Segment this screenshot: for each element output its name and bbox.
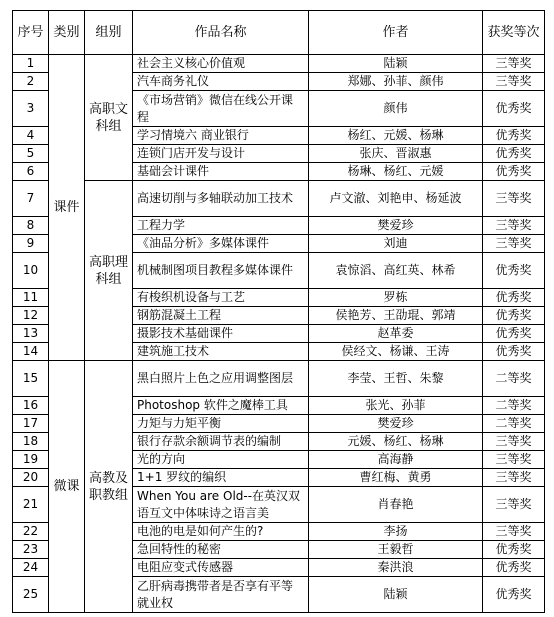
row-no: 18 (13, 433, 49, 451)
row-no: 3 (13, 91, 49, 127)
header-group: 组别 (85, 11, 133, 55)
row-award: 二等奖 (483, 361, 545, 397)
row-title: 急回特性的秘密 (133, 541, 309, 559)
row-title: 建筑施工技术 (133, 343, 309, 361)
row-title: 力矩与力矩平衡 (133, 415, 309, 433)
row-award: 优秀奖 (483, 343, 545, 361)
row-award: 三等奖 (483, 487, 545, 523)
row-award: 三等奖 (483, 235, 545, 253)
table-row (13, 181, 545, 217)
category-microcourse: 微课 (49, 361, 85, 613)
row-award: 三等奖 (483, 55, 545, 73)
row-award: 优秀奖 (483, 325, 545, 343)
row-author: 王毅哲 (309, 541, 483, 559)
row-title: 摄影技术基础课件 (133, 325, 309, 343)
row-title: 钢筋混凝土工程 (133, 307, 309, 325)
row-award: 三等奖 (483, 433, 545, 451)
row-author: 杨琳、杨红、元媛 (309, 163, 483, 181)
row-author: 樊爱珍 (309, 415, 483, 433)
row-award: 二等奖 (483, 415, 545, 433)
row-no: 10 (13, 253, 49, 289)
row-no: 20 (13, 469, 49, 487)
row-award: 优秀奖 (483, 307, 545, 325)
row-no: 15 (13, 361, 49, 397)
row-no: 21 (13, 487, 49, 523)
row-no: 22 (13, 523, 49, 541)
row-no: 13 (13, 325, 49, 343)
row-author: 卢文澈、刘艳申、杨延波 (309, 181, 483, 217)
row-no: 1 (13, 55, 49, 73)
row-author: 秦洪浪 (309, 559, 483, 577)
row-author: 樊爱珍 (309, 217, 483, 235)
row-title: 乙肝病毒携带者是否享有平等就业权 (133, 577, 309, 613)
row-author: 陆颖 (309, 55, 483, 73)
row-award: 优秀奖 (483, 127, 545, 145)
row-author: 肖春艳 (309, 487, 483, 523)
row-no: 17 (13, 415, 49, 433)
row-title: 社会主义核心价值观 (133, 55, 309, 73)
row-no: 7 (13, 181, 49, 217)
row-no: 6 (13, 163, 49, 181)
row-author: 侯经文、杨谦、王涛 (309, 343, 483, 361)
group-cell: 高职理科组 (85, 181, 133, 361)
row-author: 李莹、王哲、朱黎 (309, 361, 483, 397)
row-no: 11 (13, 289, 49, 307)
row-no: 16 (13, 397, 49, 415)
row-award: 三等奖 (483, 451, 545, 469)
row-award: 优秀奖 (483, 577, 545, 613)
row-author: 张光、孙菲 (309, 397, 483, 415)
row-no: 19 (13, 451, 49, 469)
row-author: 罗栋 (309, 289, 483, 307)
header-row (13, 11, 545, 55)
awards-table (12, 10, 545, 613)
row-award: 三等奖 (483, 523, 545, 541)
row-no: 25 (13, 577, 49, 613)
row-author: 张庆、晋淑惠 (309, 145, 483, 163)
row-no: 5 (13, 145, 49, 163)
group-cell: 高教及职教组 (85, 361, 133, 613)
row-title: 工程力学 (133, 217, 309, 235)
row-author: 颜伟 (309, 91, 483, 127)
row-award: 优秀奖 (483, 91, 545, 127)
row-title: 高速切削与多轴联动加工技术 (133, 181, 309, 217)
header-award: 获奖等次 (483, 11, 545, 55)
table-row (13, 55, 545, 73)
row-no: 8 (13, 217, 49, 235)
row-no: 9 (13, 235, 49, 253)
row-author: 高海静 (309, 451, 483, 469)
table-row (13, 361, 545, 397)
row-no: 4 (13, 127, 49, 145)
row-author: 袁惊滔、高红英、林希 (309, 253, 483, 289)
row-title: 银行存款余额调节表的编制 (133, 433, 309, 451)
row-no: 24 (13, 559, 49, 577)
row-award: 三等奖 (483, 73, 545, 91)
row-title: 机械制图项目教程多媒体课件 (133, 253, 309, 289)
row-title: When You are Old--在英汉双语互文中体味诗之语言美 (133, 487, 309, 523)
header-author: 作者 (309, 11, 483, 55)
row-author: 李扬 (309, 523, 483, 541)
row-no: 14 (13, 343, 49, 361)
row-award: 优秀奖 (483, 289, 545, 307)
row-author: 曹红梅、黄勇 (309, 469, 483, 487)
row-title: 基础会计课件 (133, 163, 309, 181)
row-title: 电池的电是如何产生的? (133, 523, 309, 541)
row-title: 光的方向 (133, 451, 309, 469)
row-title: 电阻应变式传感器 (133, 559, 309, 577)
row-title: 黑白照片上色之应用调整图层 (133, 361, 309, 397)
row-no: 12 (13, 307, 49, 325)
header-seq: 序号 (13, 11, 49, 55)
row-award: 二等奖 (483, 397, 545, 415)
row-award: 优秀奖 (483, 163, 545, 181)
row-author: 赵革委 (309, 325, 483, 343)
row-no: 23 (13, 541, 49, 559)
row-title: 《油品分析》多媒体课件 (133, 235, 309, 253)
row-award: 三等奖 (483, 469, 545, 487)
group-cell: 高职文科组 (85, 55, 133, 181)
header-category: 类别 (49, 11, 85, 55)
row-title: Photoshop 软件之魔棒工具 (133, 397, 309, 415)
header-title: 作品名称 (133, 11, 309, 55)
row-author: 元媛、杨红、杨琳 (309, 433, 483, 451)
row-title: 有梭织机设备与工艺 (133, 289, 309, 307)
row-title: 汽车商务礼仪 (133, 73, 309, 91)
row-author: 杨红、元媛、杨琳 (309, 127, 483, 145)
row-award: 优秀奖 (483, 253, 545, 289)
category-course: 课件 (49, 55, 85, 361)
row-author: 侯艳芳、王劭琨、郭靖 (309, 307, 483, 325)
row-title: 1+1 罗纹的编织 (133, 469, 309, 487)
row-award: 三等奖 (483, 181, 545, 217)
row-author: 刘迪 (309, 235, 483, 253)
row-award: 优秀奖 (483, 145, 545, 163)
row-author: 郑娜、孙菲、颜伟 (309, 73, 483, 91)
row-title: 连锁门店开发与设计 (133, 145, 309, 163)
row-author: 陆颖 (309, 577, 483, 613)
row-title: 学习情境六 商业银行 (133, 127, 309, 145)
row-no: 2 (13, 73, 49, 91)
row-title: 《市场营销》微信在线公开课程 (133, 91, 309, 127)
row-award: 优秀奖 (483, 541, 545, 559)
row-award: 三等奖 (483, 217, 545, 235)
row-award: 优秀奖 (483, 559, 545, 577)
